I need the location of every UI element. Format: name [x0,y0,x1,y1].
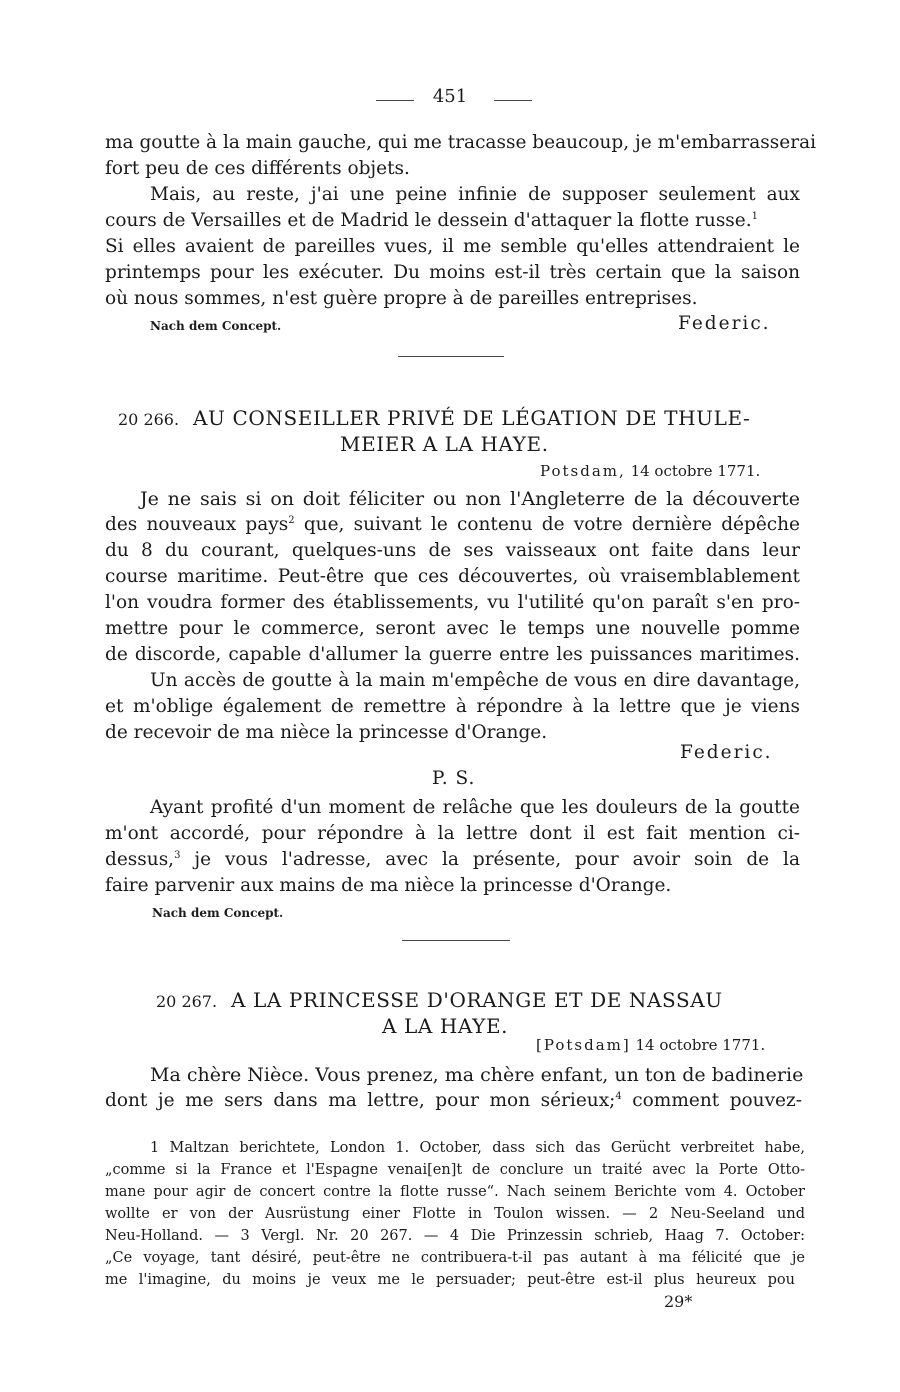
text-span: que, suivant le contenu de votre dernière dépêche [303,514,801,535]
text-line: de recevoir de ma nièce la princesse d'Orange. [105,722,548,743]
text-span: dessus, [105,849,175,870]
section-divider [398,356,504,357]
dateline [536,1036,765,1054]
text-line: printemps pour les exécuter. Du moins est-il très certain que la saison [105,262,800,283]
letter-title: A LA PRINCESSE D'ORANGE ET DE NASSAU [231,988,723,1012]
footnote-line: „comme si la France et l'Espagne venai[en]t de conclure un traité avec la Porte Otto- [105,1162,805,1178]
text-line: m'ont accordé, pour répondre à la lettre dont il est fait mention ci- [105,823,800,844]
text-line: du 8 du courant, quelques-uns de ses vaisseaux ont faite dans leur [105,540,800,561]
text-line: Ma chère Nièce. Vous prenez, ma chère enfant, un ton de badinerie [150,1064,804,1086]
dateline [540,462,760,480]
header-rule-right [494,100,532,101]
date-place: Potsdam, [540,462,626,480]
text-line [105,1088,802,1114]
text-line [105,512,800,538]
header-rule-left [376,100,414,101]
text-line: mettre pour le commerce, seront avec le temps une nouvelle pomme [105,618,800,639]
text-span: cours de Versailles et de Madrid le dessein d'attaquer la flotte russe. [105,210,752,231]
letter-title: AU CONSEILLER PRIVÉ DE LÉGATION DE THULE- [193,406,751,430]
footnote-ref-3: 3 [174,849,181,861]
text-line: l'on voudra former des établissements, vu l'utilité qu'on paraît s'en pro- [105,592,800,613]
signature: Federic. [680,742,773,763]
text-line [105,847,800,873]
text-line: et m'oblige également de remettre à répondre à la lettre que je viens [105,696,800,717]
text-span: des nouveaux pays [105,514,289,535]
text-line: Je ne sais si on doit féliciter ou non l'Angleterre de la découverte [140,488,800,510]
page-number: 451 [432,86,468,107]
footnote-line: 1 Maltzan berichtete, London 1. October, dass sich das Gerücht verbreitet habe, [150,1140,805,1156]
letter-number: 20 267. [156,992,218,1011]
text-line: course maritime. Peut-être que ces découvertes, où vraisemblablement [105,566,800,587]
text-line: faire parvenir aux mains de ma nièce la princesse d'Orange. [105,875,672,896]
footnote-ref-4: 4 [615,1090,622,1102]
text-line: Un accès de goutte à la main m'empêche de vous en dire davantage, [150,670,800,691]
text-line: où nous sommes, n'est guère propre à de pareilles entreprises. [105,288,698,309]
footnote-line: mane pour agir de concert contre la flotte russe“. Nach seinem Berichte vom 4. October [105,1184,805,1200]
section-divider [402,940,510,941]
signature: Federic. [678,313,771,334]
text-line: fort peu de ces différents objets. [105,158,410,179]
text-span: dont je me sers dans ma lettre, pour mon sérieux; [105,1090,616,1111]
letter-number: 20 266. [118,410,180,429]
text-line [105,208,800,234]
date: 14 octobre 1771. [630,462,761,480]
text-line: de discorde, capable d'allumer la guerre entre les puissances maritimes. [105,644,800,665]
text-line: Si elles avaient de pareilles vues, il me semble qu'elles attendraient le [105,236,800,257]
source-note: Nach dem Concept. [150,319,282,333]
footnote-line: me l'imagine, du moins je veux me le persuader; peut-être est-il plus heureux pou [105,1272,795,1288]
footnote-line: „Ce voyage, tant désiré, peut-être ne contribuera-t-il pas autant à ma félicité que je [105,1250,805,1266]
date: 14 octobre 1771. [635,1036,766,1054]
text-span: comment pouvez- [632,1090,802,1111]
source-note: Nach dem Concept. [152,906,284,920]
footnote-ref-1: 1 [751,210,759,222]
date-place: [Potsdam] [536,1036,631,1054]
postscript-label: P. S. [432,768,476,789]
letter-title-continued: MEIER A LA HAYE. [340,432,549,456]
signature-mark: 29* [664,1292,693,1311]
footnote-line: wollte er von der Ausrüstung einer Flotte in Toulon wissen. — 2 Neu-Seeland und [105,1206,805,1222]
text-line: ma goutte à la main gauche, qui me tracasse beaucoup, je m'embarrasserai [105,132,817,153]
footnote-line: Neu-Holland. — 3 Vergl. Nr. 20 267. — 4 Die Prinzessin schrieb, Haag 7. October: [105,1228,805,1244]
footnote-ref-2: 2 [288,514,295,526]
text-span: je vous l'adresse, avec la présente, pour avoir soin de la [194,849,800,870]
text-line: Ayant profité d'un moment de relâche que les douleurs de la goutte [150,797,800,818]
letter-title-continued: A LA HAYE. [382,1014,509,1038]
text-line: Mais, au reste, j'ai une peine infinie de supposer seulement aux [150,184,800,205]
